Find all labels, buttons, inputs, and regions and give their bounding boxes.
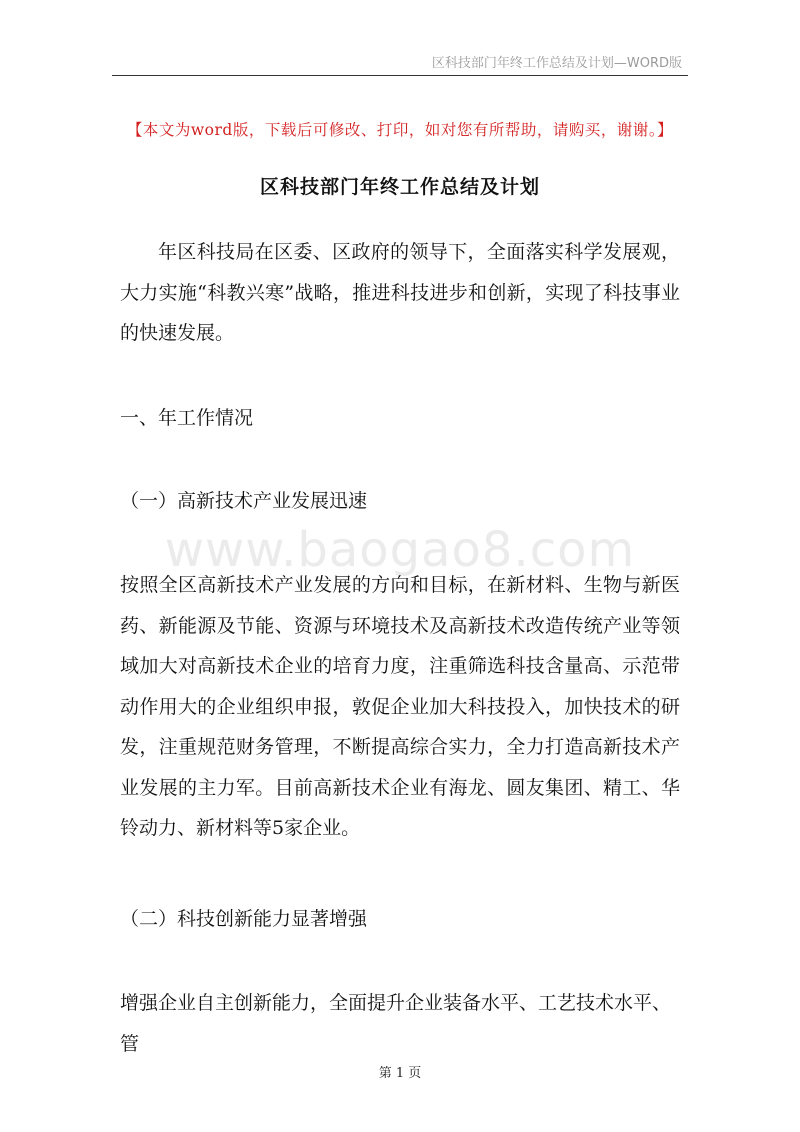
section-heading-work-status: 一、年工作情况 xyxy=(120,407,254,429)
subsection-heading-innovation: （二）科技创新能力显著增强 xyxy=(120,908,368,930)
purchase-notice: 【本文为word版，下载后可修改、打印，如对您有所帮助，请购买，谢谢。】 xyxy=(126,121,674,139)
subsection-heading-high-tech: （一）高新技术产业发展迅速 xyxy=(120,490,368,512)
header-divider xyxy=(112,75,688,76)
intro-paragraph: 年区科技局在区委、区政府的领导下，全面落实科学发展观，大力实施“科教兴寒”战略，推进科技进步和创新，实现了科技事业的快速发展。 xyxy=(120,241,680,344)
innovation-paragraph: 增强企业自主创新能力，全面提升企业装备水平、工艺技术水平、管 xyxy=(120,992,672,1055)
page-number: 第 1 页 xyxy=(378,1066,422,1081)
document-title: 区科技部门年终工作总结及计划 xyxy=(259,176,540,198)
running-header-title: 区科技部门年终工作总结及计划—WORD版 xyxy=(431,56,682,71)
high-tech-paragraph: 按照全区高新技术产业发展的方向和目标，在新材料、生物与新医药、新能源及节能、资源与环境技术及高新技术改造传统产业等领域加大对高新技术企业的培育力度，注重筛选科技含量高、示范带动作用大的企业组织申报，敦促企业加大科技投入，加快技术的研发，注重规范财务管理，不断提高综合实力，全力打造高新技术产业发展的主力军。目前高新技术企业有海龙、圆友集团、精工、华铃动力、新材料等5家企业。 xyxy=(120,574,680,839)
watermark: www.baogao8.com xyxy=(164,522,636,578)
